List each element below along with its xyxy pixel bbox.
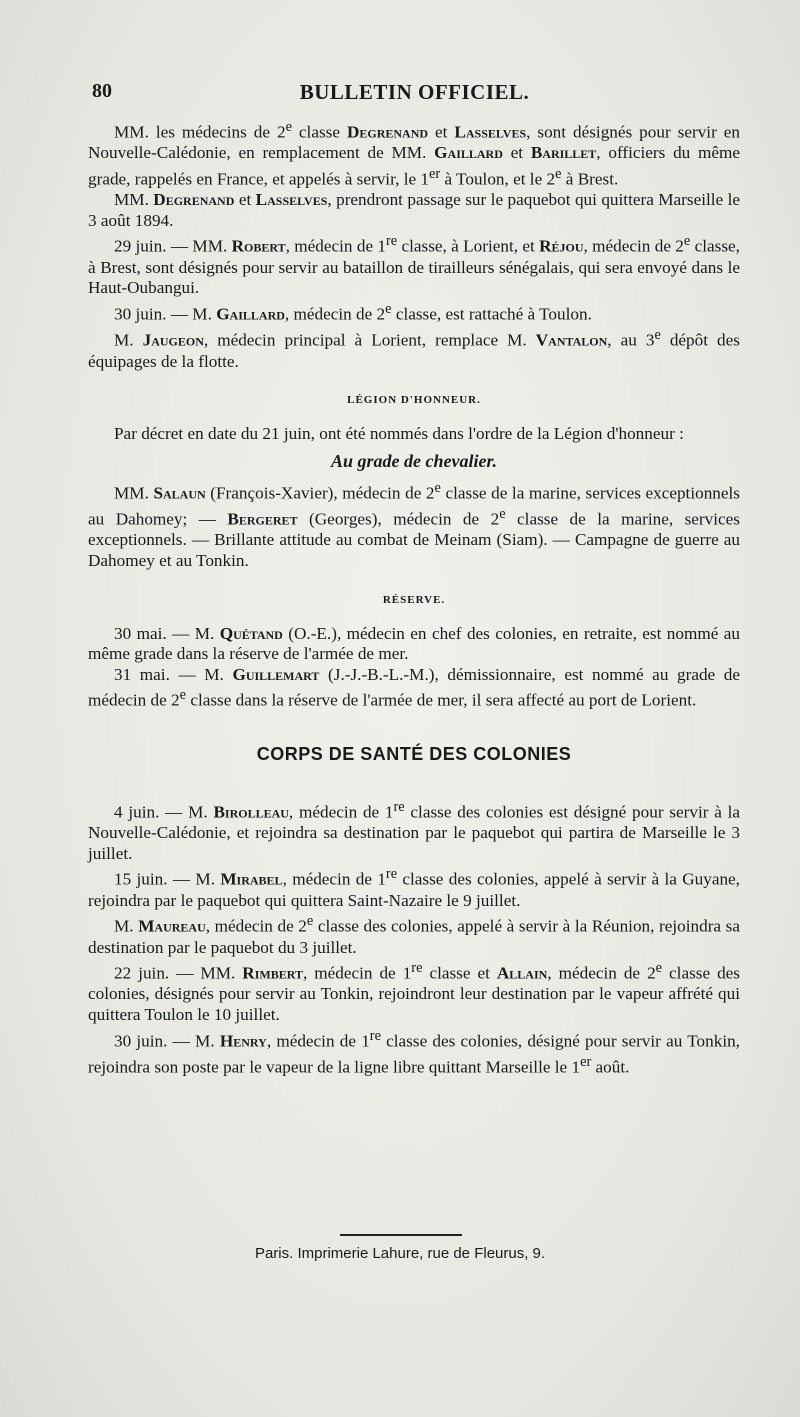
person-name: Guillemart (232, 664, 320, 684)
corps-paragraph-1: 4 juin. — M. Birolleau, médecin de 1re classe des colonies est désigné pour servir à la Nouvelle-Calédonie, et rejoindra sa destination par le paquebot qui partira de Marseille le 3 juillet. (88, 798, 740, 863)
person-name: Allain (496, 963, 548, 983)
corps-paragraph-3: M. Maureau, médecin de 2e classe des colonies, appelé à servir à la Réunion, rejoindra sa destination par le paquebot du 3 juillet. (88, 913, 740, 957)
page-body (88, 117, 740, 1078)
printer-imprint: Paris. Imprimerie Lahure, rue de Fleurus, 9. (254, 1245, 546, 1262)
person-name: Henry (219, 1031, 267, 1051)
person-name: Gaillard (434, 143, 503, 163)
paragraph-4: 30 juin. — M. Gaillard, médecin de 2e classe, est rattaché à Toulon. (114, 300, 592, 324)
paragraph-5: M. Jaugeon, médecin principal à Lorient, remplace M. Vantalon, au 3e dépôt des équipages de la flotte. (88, 327, 740, 371)
person-name: Salaun (153, 483, 206, 503)
person-name: Robert (231, 237, 286, 257)
running-title: BULLETIN OFFICIEL. (299, 80, 530, 104)
person-name: Degrenand (153, 190, 235, 210)
person-name: Degrenand (346, 122, 429, 142)
person-name: Jaugeon (142, 331, 204, 351)
paragraph-2: MM. Degrenand et Lasselves, prendront passage sur le paquebot qui quittera Marseille le 3 août 1894. (88, 190, 740, 230)
paragraph-3: 29 juin. — MM. Robert, médecin de 1re classe, à Lorient, et Réjou, médecin de 2e classe, à Brest, sont désignés pour servir au bataillon de tirailleurs sénégalais, qui sera envoyé dans le Haut-Oubangui. (88, 233, 740, 298)
reserve-paragraph-1: 30 mai. — M. Quétand (O.-E.), médecin en chef des colonies, en retraite, est nommé au même grade dans la réserve de l'armée de mer. (88, 623, 740, 664)
footer-rule (340, 1234, 462, 1236)
corps-paragraph-2: 15 juin. — M. Mirabel, médecin de 1re classe des colonies, appelé à servir à la Guyane, rejoindra par le paquebot qui quittera Saint-Nazaire le 9 juillet. (88, 866, 740, 910)
person-name: Maureau (138, 916, 206, 936)
legion-paragraph: MM. Salaun (François-Xavier), médecin de 2e classe de la marine, services exceptionnels au Dahomey; — Bergeret (Georges), médecin de 2e classe de la marine, services exceptionnels. — Brillante attitude au combat de Meinam (Siam). — Campagne de guerre au Dahomey et au Tonkin. (88, 479, 740, 571)
corps-paragraph-4: 22 juin. — MM. Rimbert, médecin de 1re classe et Allain, médecin de 2e classe des colonies, désignés pour servir au Tonkin, rejoindront leur destination par le vapeur affrété qui quittera Toulon le 10 juillet. (88, 960, 740, 1025)
person-name: Quétand (219, 623, 283, 643)
section-label-reserve: RÉSERVE. (382, 593, 446, 606)
corps-paragraph-5: 30 juin. — M. Henry, médecin de 1re classe des colonies, désigné pour servir au Tonkin, rejoindra son poste par le vapeur de la ligne libre quittant Marseille le 1er août. (88, 1027, 740, 1077)
person-name: Lasselves (255, 190, 328, 210)
section-label-legion: LÉGION D'HONNEUR. (347, 394, 481, 407)
page-header (92, 80, 737, 110)
legion-decree: Par décret en date du 21 juin, ont été nommés dans l'ordre de la Légion d'honneur : (114, 424, 684, 444)
person-name: Mirabel (220, 870, 283, 889)
person-name: Lasselves (454, 122, 527, 142)
paragraph-1: MM. les médecins de 2e classe Degrenand et Lasselves, sont désignés pour servir en Nouvelle-Calédonie, en remplacement de MM. Gaillard et Barillet, officiers du même grade, rappelés en France, et appelés à servir, le 1er à Toulon, et le 2e à Brest. (88, 119, 741, 189)
corps-heading: CORPS DE SANTÉ DES COLONIES (256, 743, 572, 764)
reserve-paragraph-2: 31 mai. — M. Guillemart (J.-J.-B.-L.-M.), démissionnaire, est nommé au grade de médecin de 2e classe dans la réserve de l'armée de mer, il sera affecté au port de Lorient. (88, 664, 741, 711)
page-number: 80 (92, 80, 112, 102)
person-name: Bergeret (227, 509, 298, 529)
person-name: Birolleau (213, 802, 289, 822)
person-name: Gaillard (216, 304, 285, 324)
person-name: Vantalon (535, 331, 608, 351)
person-name: Barillet (530, 143, 597, 163)
person-name: Réjou (539, 237, 584, 257)
legion-grade-heading: Au grade de chevalier. (331, 450, 497, 471)
person-name: Rimbert (242, 963, 303, 983)
